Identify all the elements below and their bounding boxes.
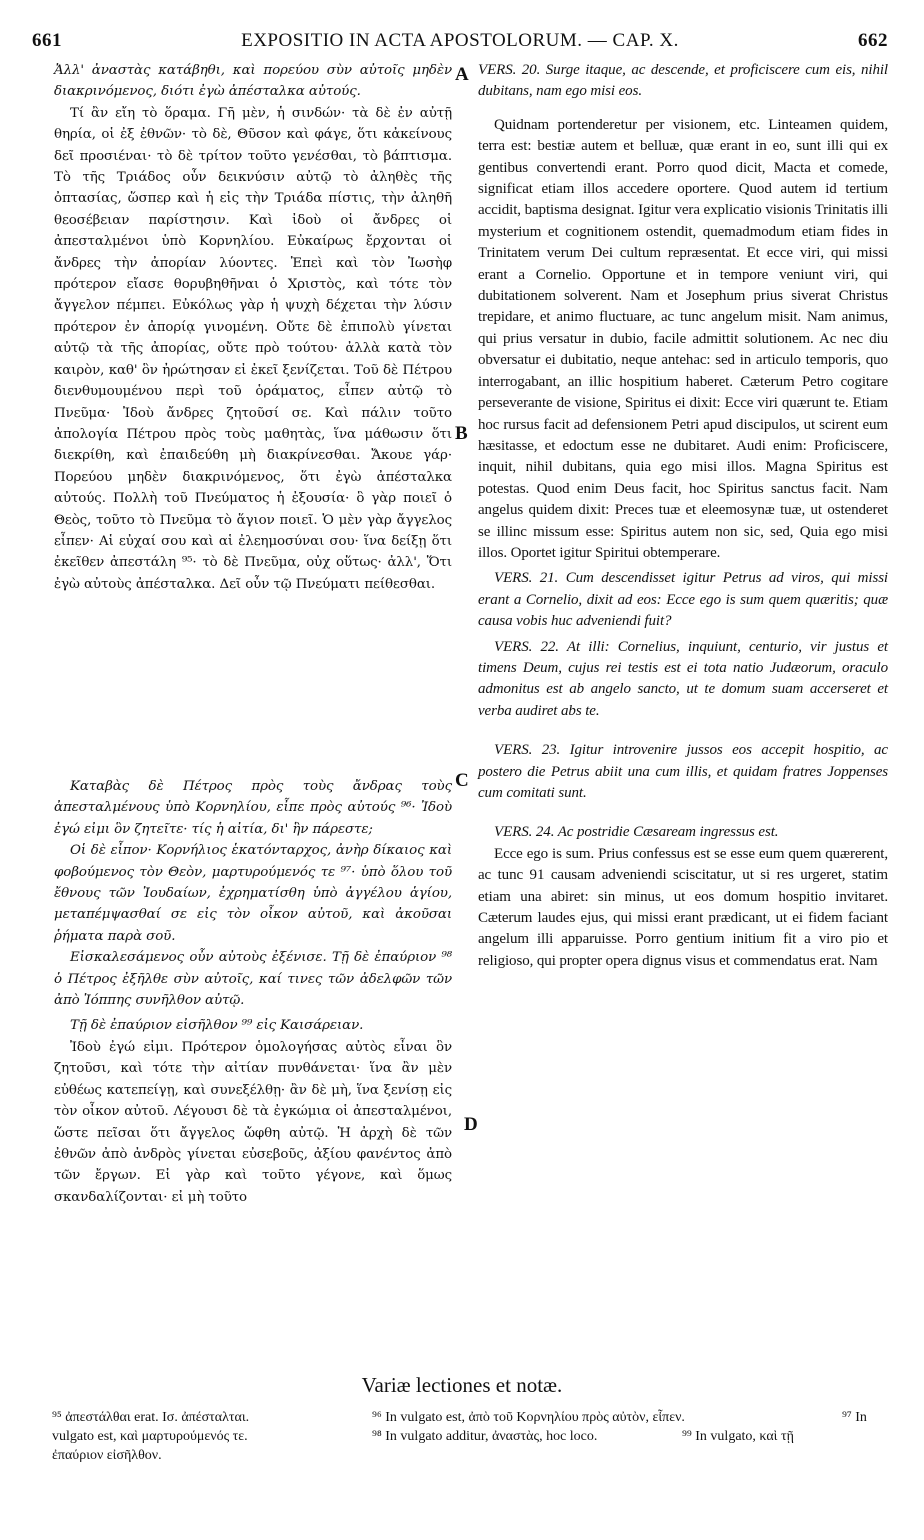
note-96: ⁹⁶ In vulgato est, ἀπὸ τοῦ Κορνηλίου πρὸς αὐτὸν, εἶπεν. xyxy=(372,1410,685,1425)
latin-commentary-1: Quidnam portenderetur per visionem, etc. Linteamen quidem, terra est: bestiæ autem et belluæ, quæ erant in eo, sunt illi qui ex gentibus convertendi erant. Porro quod dicit, Macta et comede, significat etiam illos accedere oportere. Quod autem id tertium accidit, baptisma designat. Igitur vera explicatio visionis Trinitatis illi mysterium et cognitionem ostendit, quemadmodum etiam fides in Trinitatem verum Dei cultum repræsentat. Et ecce viri, qui missi erant a Cornelio. Opportune et in tempore veniunt viri, qui dubitationem solverent. Nam et Josephum prius siverat Christus trepidare, et animo fluctuare, ac tunc angelum misit. Nam animus, qui prius versatur in dubio, facile admittit solutionem. Ac nec diu obversatur ei dubitatio, neque antehac: sed in articulo temporis, quo interrogabant, an illic hospitium haberet. Cæterum Petro cogitare perseverante de visione, Spiritus ei dixit: Ecce viri quærunt te. Etiam hoc rursus facit ad defensionem Petri apud discipulos, ut scirent eum hæsitasse, et edoctum esse ne dubitaret. Audi enim: Proficiscere, inquit, nihil dubitans, quia ego misi illos. Magna Spiritus est potestas. Quod enim Deus facit, hoc Spiritus sanctus facit. Nam angelus quidem dixit: Preces tuæ et eleemosynæ tuæ, ut ostenderet se illinc missum esse: Spiritus autem non sic, sed, Quia ego misi illos. Oportet igitur Spiritui obtemperare. xyxy=(478,116,888,561)
running-title: EXPOSITIO IN ACTA APOSTOLORUM. — CAP. X. xyxy=(241,30,679,51)
margin-marker-b: B xyxy=(455,423,468,444)
latin-verse-20: VERS. 20. Surge itaque, ac descende, et proficiscere cum eis, nihil dubitans, nam ego misi eos. xyxy=(478,62,888,100)
greek-verse-23: Εἰσκαλεσάμενος οὖν αὐτοὺς ἐξένισε. Τῇ δὲ ἐπαύριον ⁹⁸ ὁ Πέτρος ἐξῆλθε σὺν αὐτοῖς, καί τινες τῶν ἀδελφῶν τῶν ἀπὸ Ἰόππης συνῆλθον αὐτῷ. xyxy=(54,950,452,1009)
note-97a: ⁹⁷ In xyxy=(842,1410,867,1425)
greek-verse-24: Τῇ δὲ ἐπαύριον εἰσῆλθον ⁹⁹ εἰς Καισάρειαν. xyxy=(70,1018,364,1034)
greek-commentary-2: Ἰδοὺ ἐγώ εἰμι. Πρότερον ὁμολογήσας αὐτὸς εἶναι ὃν ζητοῦσι, καὶ τότε τὴν αἰτίαν πυνθάνεται· ἵνα ἂν μὲν εὐθέως κατεπείγῃ, καὶ συνεξέλθῃ· ἂν δὲ μὴ, ἵνα ξενίσῃ εἰς τὸν οἶκον αὐτοῦ. Λέγουσι δὲ τὰ ἐγκώμια οἱ ἀπεσταλμένοι, ὥστε πεῖσαι ὅτι ἄγγελος ὤφθη αὐτῷ. Ἡ ἀρχὴ δὲ τῶν ἐθνῶν ἀπὸ ἀνδρὸς γίνεται εὐσεβοῦς, ἀξίου φανέντος ἀπὸ τῶν ἔργων. Εἰ γὰρ καὶ τοῦτο γέγονε, καὶ ὅμως σκανδαλίζονται· εἰ μὴ τοῦτο xyxy=(54,1039,452,1205)
greek-commentary-1: Τί ἂν εἴη τὸ ὅραμα. Γῆ μὲν, ἡ σινδών· τὰ δὲ ἐν αὐτῇ θηρία, οἱ ἐξ ἐθνῶν· τὸ δὲ, Θῦσον καὶ φάγε, ὅτι κἀκείνους δεῖ προσιέναι· τὸ δὲ τρίτον τοῦτο γενέσθαι, τὸ βάπτισμα. Τὸ τῆς Τριάδος οὖν δεικνύσιν αὐτῷ τὸ ἀληθὲς τῆς ὀπτασίας, ὥσπερ καὶ ἡ εἰς τὴν Τριάδα πίστις, τὴν ἀληθῆ θεοσέβειαν παρίστησιν. Καὶ ἰδοὺ οἱ ἄνδρες οἱ ἀπεσταλμένοι ὑπὸ Κορνηλίου. Εὐκαίρως ἔρχονται οἱ ἄνδρες τὴν ἀπορίαν λύοντες. Ἐπεὶ καὶ τὸν Ἰωσὴφ πρότερον εἴασε θορυβηθῆναι ὁ Χριστὸς, καὶ τότε τὸν ἄγγελον πέμπει. Εὐκόλως γὰρ ἡ ψυχὴ δέχεται τὴν λύσιν πρότερον ἐν ἀπορίᾳ γινομένη. Οὔτε δὲ ἐπιπολὺ γίνεται αὐτῷ τὰ τῆς ἀπορίας, οὔτε πρὸ τούτου· ἀλλὰ κατὰ τὸν καιρὸν, καθ' ὃν ἠρώτησαν εἰ ἐκεῖ ξενίζεται. Τοῦ δὲ Πέτρου διενθυμουμένου περὶ τοῦ ὁράματος, εἶπεν αὐτῷ τὸ Πνεῦμα· Ἰδοὺ ἄνδρες ζητοῦσί σε. Καὶ πάλιν τοῦτο ἀπολογία Πέτρου πρὸς τοὺς μαθητὰς, ἵνα μάθωσιν ὅτι διεκρίθη, καὶ ἐπαιδεύθη μὴ διακρίνεσθαι. Ἄκουε γάρ· Πορεύου μηδὲν διακρινόμενος, ὅτι ἐγὼ ἀπέσταλκα αὐτούς. Πολλὴ τοῦ Πνεύματος ἡ ἐξουσία· ὃ γὰρ ποιεῖ ὁ Θεὸς, τοῦτο τὸ Πνεῦμα τὸ ἅγιον ποιεῖ. Ὁ μὲν γὰρ ἄγγελος εἶπεν· Αἱ εὐχαί σου καὶ αἱ ἐλεημοσύναι σου· ἵνα δείξῃ ὅτι ἐκεῖθεν ἀπεστάλη ⁹⁵· τὸ δὲ Πνεῦμα, οὐχ οὕτως· ἀλλ', Ὅτι ἐγὼ αὐτοὺς ἀπέσταλκα. Δεῖ οὖν τῷ Πνεύματι πείθεσθαι. xyxy=(54,105,452,592)
greek-verse-20: Ἀλλ' ἀναστὰς κατάβηθι, καὶ πορεύου σὺν αὐτοῖς μηδὲν διακρινόμενος, διότι ἐγὼ ἀπέσταλκα αὐτούς. xyxy=(54,63,452,100)
latin-verse-22: VERS. 22. At illi: Cornelius, inquiunt, centurio, vir justus et timens Deum, cujus rei testis est ei tota natio Judæorum, oraculo admonitus est ab angelo sancto, ut te domum suam accerseret et verba audiret abs te. xyxy=(478,638,888,719)
greek-verse-22: Οἱ δὲ εἶπον· Κορνήλιος ἑκατόνταρχος, ἀνὴρ δίκαιος καὶ φοβούμενος τὸν Θεὸν, μαρτυρούμενός τε ⁹⁷· ὑπὸ ὅλου τοῦ ἔθνους τῶν Ἰουδαίων, ἐχρηματίσθη ὑπὸ ἀγγέλου ἁγίου, μεταπέμψασθαί σε εἰς τὸν οἶκον αὐτοῦ, καὶ ἀκοῦσαι ῥήματα παρὰ σοῦ. xyxy=(54,843,452,944)
page-header xyxy=(32,30,888,56)
latin-verse-23: VERS. 23. Igitur introvenire jussos eos accepit hospitio, ac postero die Petrus abiit una cum illis, et quidam fratres Joppenses cum comitati sunt. xyxy=(478,742,888,801)
note-99b: ἐπαύριον εἰσῆλθον. xyxy=(52,1448,162,1463)
note-98: ⁹⁸ In vulgato additur, ἀναστὰς, hoc loco. xyxy=(372,1429,598,1444)
greek-column xyxy=(54,60,452,595)
notes-title: Variæ lectiones et notæ. xyxy=(361,1373,563,1397)
page-number-left: 661 xyxy=(32,30,62,51)
latin-verse-24: VERS. 24. Ac postridie Cæsaream ingressus est. xyxy=(494,824,779,841)
note-97b: vulgato est, καὶ μαρτυρούμενός τε. xyxy=(52,1429,248,1444)
margin-marker-c: C xyxy=(455,770,469,791)
latin-column xyxy=(478,60,888,972)
latin-commentary-2: Ecce ego is sum. Prius confessus est se esse eum quem quærerent, ac tunc 91 causam adveniendi sciscitatur, ut si res urgeret, statim etiam una abiret: sin minus, ut eos domum hospitio invitaret. Cæterum laudes ejus, qui missi erant prædicant, ut ei fidem faciant angelum illi apparuisse. Porro gentium initium fit a viro pio et religioso, qui propter opera dignus visus et commendatus erat. Nam xyxy=(478,845,888,969)
page-number-right: 662 xyxy=(858,30,888,51)
greek-column-lower xyxy=(54,776,452,1208)
latin-verse-21: VERS. 21. Cum descendisset igitur Petrus ad viros, qui missi erant a Cornelio, dixit ad eos: Ecce ego is sum quem quæritis; quæ causa vobis huc adveniendi fuit? xyxy=(478,570,888,630)
margin-marker-d: D xyxy=(464,1114,478,1135)
note-95: ⁹⁵ ἀπεστάλθαι erat. Ισ. ἀπέσταλται. xyxy=(52,1410,250,1425)
margin-marker-a: A xyxy=(455,64,469,85)
greek-verse-21: Καταβὰς δὲ Πέτρος πρὸς τοὺς ἄνδρας τοὺς ἀπεσταλμένους ὑπὸ Κορνηλίου, εἶπε πρὸς αὐτούς ⁹⁶· Ἰδοὺ ἐγώ εἰμι ὃν ζητεῖτε· τίς ἡ αἰτία, δι' ἣν πάρεστε; xyxy=(54,779,452,837)
note-99: ⁹⁹ In vulgato, καὶ τῇ xyxy=(682,1429,794,1444)
